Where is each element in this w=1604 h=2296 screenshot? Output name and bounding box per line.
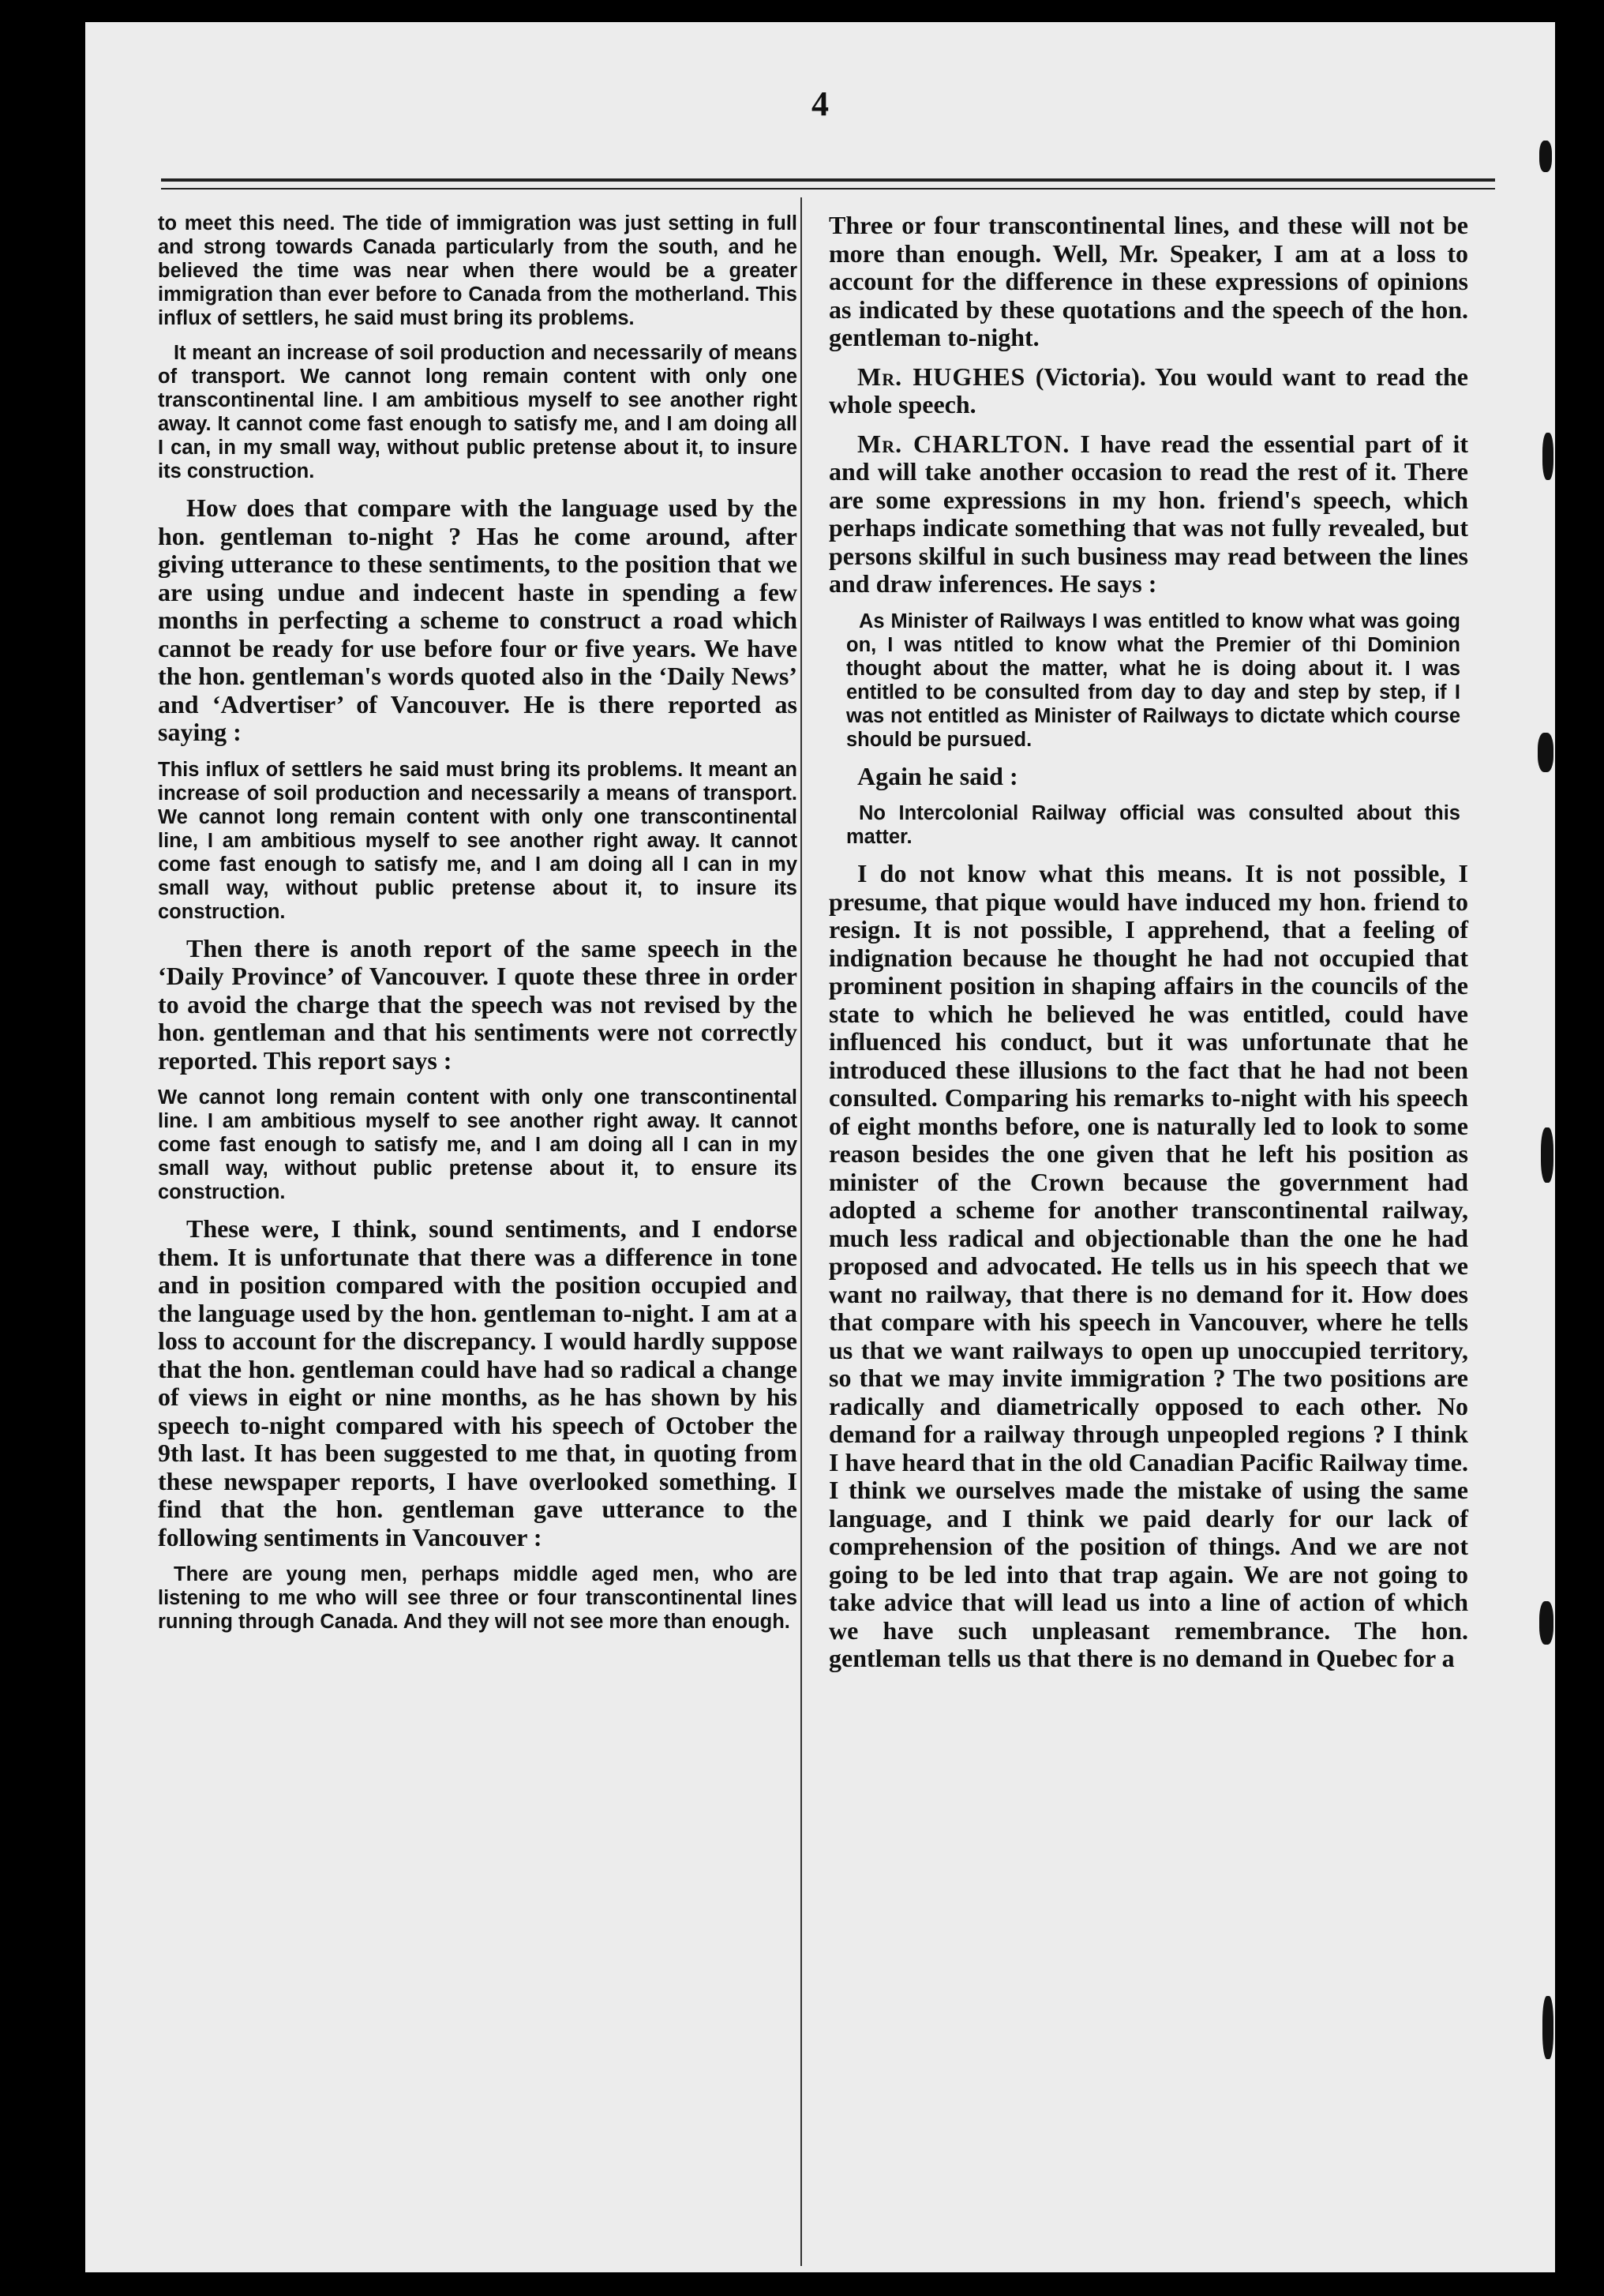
speaker-text: (Victoria). You would want to read the whole speech.: [829, 362, 1469, 418]
column-divider: [800, 197, 802, 2266]
scan-speck: [1542, 433, 1553, 480]
speech-paragraph: I do not know what this means. It is not possible, I presume, that pique would have induced my hon. friend to resign. It is not possible, I apprehend, that a feeling of indignation because he thought he had not occupied that prominent position in shaping affairs in the councils of the state to which he believed he was entitled, could have influenced his conduct, but it was unfortunate that he introduced these illusions to the fact that he had not been consulted. Comparing his remarks to-night with his speech of eight months before, one is naturally led to look to some reason besides the one given that he left his position as minister of the Crown because the government had adopted a scheme for another transcontinental railway, much less radical and objectionable than the one he had proposed and advocated. He tells us in his speech that we want no railway, that there is no demand for it. How does that compare with his speech in Vancouver, where he tells us that we want railways to open up unoccupied territory, so that we may invite immigration ? The two positions are radically and diametrically opposed to each other. No demand for a railway through unpeopled regions ? I think I have heard that in the old Canadian Pacific Railway time. I think we ourselves made the mistake of using the same language, and I think we paid dearly for our lack of comprehension of the position of things. And we are not going to be led into that trap again. We are not going to take advice that will lead us into a line of action of which we have such unpleasant remembrance. The hon. gentleman tells us that there is no demand in Quebec for a: [829, 859, 1468, 1672]
speaker-paragraph: [829, 363, 1468, 419]
header-rule-thin: [161, 188, 1495, 189]
header-rule: [161, 178, 1495, 182]
speech-paragraph: Three or four transcontinental lines, and these will not be more than enough. Well, Mr. Speaker, I am at a loss to account for the difference in these expressions of opinions as indicated by these quotations and the speech of the hon. gentleman to-night.: [829, 211, 1468, 351]
scan-speck: [1542, 1996, 1553, 2059]
speech-paragraph: How does that compare with the language used by the hon. gentleman to-night ? Has he come around, after giving utterance to these sentiments, to the position that we are using undue and indecent haste in spending a few months in perfecting a scheme to construct a road which cannot be ready for use before four or five years. We have the hon. gentleman's words quoted also in the ‘Daily News’ and ‘Advertiser’ of Vancouver. He is there reported as saying :: [158, 493, 797, 746]
speaker-name: Mr. HUGHES: [857, 362, 1026, 391]
speaker-name: Mr. CHARLTON.: [857, 429, 1070, 458]
scan-speck: [1541, 1127, 1553, 1183]
quoted-passage: It meant an increase of soil production and necessarily of means of transport. We cannot long remain content with only one transcontinental line. I am ambitious myself to see another right away. It cannot come fast enough to satisfy me, and I am doing all I can, in my small way, without public pretense about it, to insure its construction.: [158, 342, 797, 482]
lead-in: Again he said :: [857, 761, 1018, 790]
scan-speck: [1539, 1601, 1553, 1645]
scan-speck: [1538, 733, 1553, 772]
quoted-passage: No Intercolonial Railway official was consulted about this matter.: [846, 802, 1460, 848]
speaker-paragraph: [829, 430, 1468, 598]
left-column: [158, 212, 797, 1645]
scan-speck: [1539, 141, 1552, 172]
quoted-passage: There are young men, perhaps middle aged men, who are listening to me who will see three or four transcontinental lines running through Canada. And they will not see more than enough.: [158, 1563, 797, 1633]
page-number: 4: [811, 84, 829, 123]
quoted-passage: to meet this need. The tide of immigration was just setting in full and strong towards Canada particularly from the south, and he believed the time was near when there would be a greater immigration than ever before to Canada from the motherland. This influx of settlers, he said must bring its problems.: [158, 212, 797, 329]
quoted-passage: As Minister of Railways I was entitled to know what was going on, I was ntitled to know what the Premier of thi Dominion thought about the matter, what he is doing about it. I was entitled to be consulted from day to day and step by step, if I was not entitled as Minister of Railways to dictate which course should be pursued.: [846, 610, 1460, 751]
speech-paragraph: These were, I think, sound sentiments, and I endorse them. It is unfortunate that there was a difference in tone and in position compared with the position occupied and the language used by the hon. gentleman to-night. I am at a loss to account for the discrepancy. I would hardly suppose that the hon. gentleman could have had so radical a change of views in eight or nine months, as he has shown by his speech to-night compared with his speech of October the 9th last. It has been suggested to me that, in quoting from these newspaper reports, I have overlooked something. I find that the hon. gentleman gave utterance to the following sentiments in Vancouver :: [158, 1214, 797, 1551]
right-column: [829, 212, 1468, 1684]
speech-paragraph: Then there is anoth report of the same speech in the ‘Daily Province’ of Vancouver. I quote these three in order to avoid the charge that the speech was not revised by the hon. gentleman and that his sentiments were not correctly reported. This report says :: [158, 933, 797, 1075]
quoted-passage: This influx of settlers he said must bring its problems. It meant an increase of soil production and necessarily a means of transport. We cannot long remain content with only one transcontinental line, I am ambitious myself to see another right away. It cannot come fast enough to satisfy me, and I am doing all I can in my small way, without public pretense about it, to insure its construction.: [158, 758, 797, 923]
newspaper-page: [85, 22, 1555, 2272]
speaker-text: I have read the essential part of it and will take another occasion to read the rest of it. There are some expressions in my hon. friend's speech, which perhaps indicate something that was not fully revealed, but persons skilful in such business may read between the lines and draw inferences. He says :: [829, 429, 1469, 598]
quoted-passage: We cannot long remain content with only one transcontinental line. I am ambitious myself to see another right away. It cannot come fast enough to satisfy me, and I am doing all I can in my small way, without public pretense about it, to ensure its construction.: [158, 1086, 797, 1203]
